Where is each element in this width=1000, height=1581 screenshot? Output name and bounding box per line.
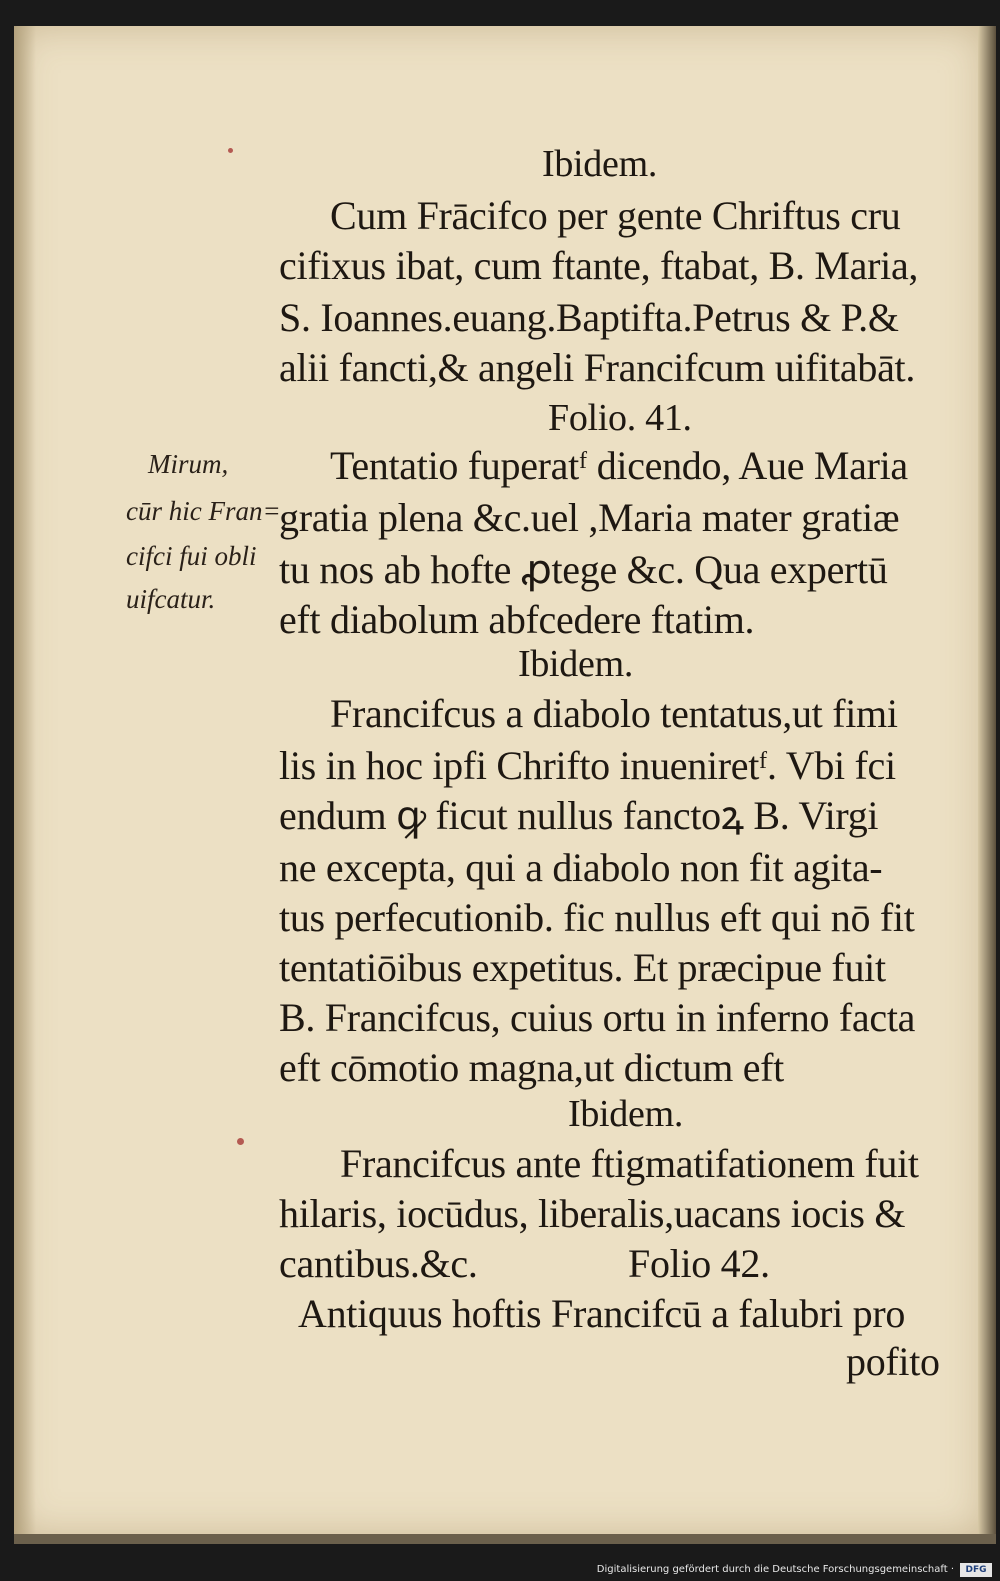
dfg-logo: DFG	[960, 1563, 992, 1577]
text-line: eft diabolum abfcedere ftatim.	[279, 597, 755, 642]
text-line: B. Francifcus, cuius ortu in inferno facta	[279, 995, 916, 1040]
text-line: alii fancti,& angeli Francifcum uifitabāt.	[279, 345, 916, 390]
folio-reference: Folio. 41.	[548, 397, 692, 439]
folio-reference: Folio 42.	[628, 1241, 770, 1286]
text-line: Francifcus ante ftigmatifationem fuit	[340, 1141, 919, 1186]
text-line: tus perfecutionib. fic nullus eft qui nō fit	[279, 895, 915, 940]
text-line: gratia plena &c.uel ,Maria mater gratiæ	[279, 495, 900, 540]
digitization-credit: Digitalisierung gefördert durch die Deutsche Forschungsgemeinschaft ·	[596, 1564, 954, 1575]
text-line: S. Ioannes.euang.Baptifta.Petrus & P.&	[279, 295, 899, 340]
margin-note-line: cifci fui obli	[126, 541, 257, 571]
margin-note-line: Mirum,	[148, 449, 229, 479]
text-line: eft cōmotio magna,ut dictum eft	[279, 1045, 784, 1090]
text-line: cantibus.&c.	[279, 1241, 478, 1286]
text-line: ne excepta, qui a diabolo non fit agita-	[279, 845, 883, 890]
page-edge	[978, 26, 996, 1536]
catchword: pofito	[846, 1339, 940, 1384]
text-line: cifixus ibat, cum ftante, ftabat, B. Maria,	[279, 243, 919, 288]
section-heading: Ibidem.	[518, 643, 634, 685]
section-heading: Ibidem.	[542, 143, 658, 185]
text-line: Cum Frācifco per gente Chriftus cru	[330, 193, 901, 238]
margin-note-line: cūr hic Fran=	[126, 496, 281, 526]
page-gutter-shadow	[14, 26, 36, 1536]
text-line: Francifcus a diabolo tentatus,ut fimi	[330, 691, 898, 736]
ink-spot	[228, 148, 233, 153]
text-line: Tentatio fuperatᶠ dicendo, Aue Maria	[330, 443, 908, 488]
text-line: hilaris, iocūdus, liberalis,uacans iocis &	[279, 1191, 906, 1236]
text-line: tentatiōibus expetitus. Et præcipue fuit	[279, 945, 886, 990]
margin-note-line: uifcatur.	[126, 584, 216, 614]
ink-spot	[237, 1138, 244, 1145]
text-line: tu nos ab hofte ꝓtege &c. Qua expertū	[279, 547, 888, 592]
section-heading: Ibidem.	[568, 1093, 684, 1135]
text-line: lis in hoc ipfi Chrifto inueniretᶠ. Vbi fci	[279, 743, 896, 788]
text-line: endum ꝙ ficut nullus fanctoꝝ B. Virgi	[279, 793, 879, 838]
page-bottom-edge	[14, 1534, 996, 1544]
text-line: Antiquus hoftis Francifcū a falubri pro	[298, 1291, 906, 1336]
